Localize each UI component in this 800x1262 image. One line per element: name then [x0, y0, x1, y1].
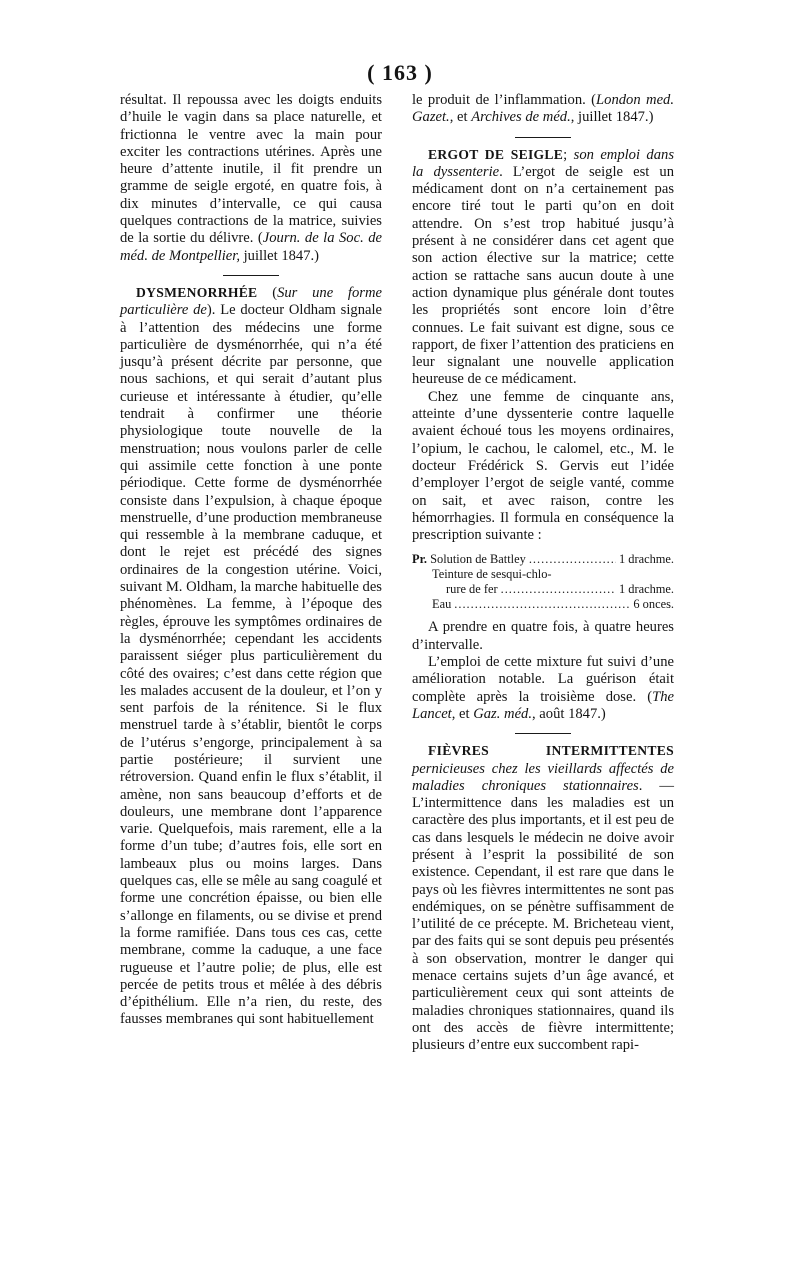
left-p1-text: résultat. Il repoussa avec les doigts enduits d’huile le vagin dans sa place naturelle, et frictionna le ventre avec la main pour exciter les contractions utérines. Après une heure d’attente inutile, il fit prendre un gramme de seigle ergoté, en quatre fois, à dix minutes d’intervalle, ce qui causa quelques contractions de la matrice, suivies de la sortie du délivre. ( [120, 92, 382, 247]
left-column [120, 92, 382, 1029]
ergot-heading: ERGOT DE SEIGLE [428, 146, 564, 162]
section-divider [515, 137, 571, 138]
dysmenorrhee-body: . Le docteur Oldham signale à l’attention des médecins une forme particulière de dysménorrhée, qui n’a été jusqu’à présent décrite par personne, que nous sachions, et qui serait d’autant plus curieuse et intéressante à étudier, qu’elle tendrait à confirmer une théorie physiologique toute nouvelle de la menstruation; nous voulons parler de celle qui assimile cette fonction à une ponte périodique. Cette forme de dysménorrhée consiste dans l’expulsion, à chaque époque menstruelle, d’une production membraneuse qui ressemble à la membrane caduque, et dont le rejet est précédé des signes ordinaires de la congestion utérine. Voici, suivant M. Oldham, la marche habituelle des phénomènes. La femme, à l’époque des règles, éprouve les symptômes ordinaires de la dysménorrhée; cependant les accidents paraissent siéger plus particulièrement du côté des ovaires; c’est dans cette région que les malades accusent de la douleur, et l’on y sent parfois de la rénitence. Si le flux menstruel tarde à s’établir, bientôt le corps de l’utérus s’engorge, principalement à sa partie postérieure; il survient une rétroversion. Quand enfin le flux s’établit, il amène, non sans beaucoup d’efforts et de douleurs, une membrane dont l’apparence varie. Quelquefois, mais rarement, elle a la forme d’un tube; d’autres fois, elle sort en lambeaux plus ou moins larges. Dans quelques cas, elle se mêle au sang coagulé et forme une concrétion épaisse, ou bien elle s’allonge en filaments, ou se divise et prend la forme ramifiée. Dans tous ces cas, cette membrane, comme la caduque, a une face rugueuse et l’autre polie; de plus, elle est percée de petits trous et mêlée à des débris d’épithélium. Elle n’a rien, du reste, des fausses membranes qui sont habituellement [120, 302, 383, 1028]
prescription [412, 552, 674, 612]
ergot-result-paragraph [412, 654, 674, 723]
prescription-pr: Pr. [412, 552, 428, 567]
prescription-line [412, 597, 674, 612]
ergot-result-mid: , et [451, 705, 474, 722]
leader-dots [529, 552, 616, 567]
ergot-result-end: , août 1847.) [532, 705, 606, 722]
ergot-result-source-2: Gaz. méd. [473, 705, 532, 722]
ergot-case-paragraph: Chez une femme de cinquante ans, atteinte d’une dyssenterie contre laquelle avaient échoué tous les moyens ordinaires, l’opium, le cachou, le calomel, etc., M. le docteur Frédérick S. Gervis eut l’idée d’employer l’ergot de seigle vanté, comme on sait, et avec raison, contre les hémorrhagies. Il formula en conséquence la prescription suivante : [412, 388, 674, 544]
right-p1-text: le produit de l’inflammation. ( [412, 92, 597, 108]
prescription-dose: 1 drachme. [618, 582, 674, 597]
dysmenorrhee-heading: DYSMENORRHÉE [136, 284, 258, 300]
prescription-dose: 6 onces. [633, 597, 674, 612]
dysmenorrhee-article: DYSMENORRHÉE (Sur une forme particulière de). Le docteur Oldham signale à l’attention des médecins une forme particulière de dysménorrhée, qui n’a été jusqu’à présent décrite par personne, que nous sachions, et qui serait d’autant plus curieuse et intéressante à étudier, qu’elle tendrait à confirmer une théorie physiologique toute nouvelle de la menstruation; nous voulons parler de celle qui assimile cette fonction à une ponte périodique. Cette forme de dysménorrhée consiste dans l’expulsion, à chaque époque menstruelle, d’une production membraneuse qui ressemble à la membrane caduque, et dont le rejet est précédé des signes ordinaires de la congestion utérine. Voici, suivant M. Oldham, la marche habituelle des phénomènes. La femme, à l’époque des règles, éprouve les symptômes ordinaires de la dysménorrhée; cependant les accidents paraissent siéger plus particulièrement du côté des ovaires; c’est dans cette région que les malades accusent de la douleur, et l’on y sent parfois de la rénitence. Si le flux menstruel tarde à s’établir, bientôt le corps de l’utérus s’engorge, principalement à sa partie postérieure; il survient une rétroversion. Quand enfin le flux s’établit, il amène, non sans beaucoup d’efforts et de douleurs, une membrane dont l’apparence varie. Quelquefois, mais rarement, elle a la forme d’un tube; d’autres fois, elle sort en lambeaux plus ou moins larges. Dans quelques cas, elle se mêle au sang coagulé et forme une concrétion épaisse, ou bien elle s’allonge en filaments, ou se divise et prend la forme ramifiée. Dans tous ces cas, cette membrane, comme la caduque, a une face rugueuse et l’autre polie; de plus, elle est percée de petits trous et mêlée à des débris d’épithélium. Elle n’a rien, du reste, des fausses membranes qui sont habituellement [120, 284, 383, 1028]
leader-dots [454, 597, 630, 612]
left-p1-end: juillet 1847.) [239, 247, 320, 264]
section-divider [515, 733, 571, 734]
dysmenorrhee-subtitle: Sur une forme particulière de [120, 284, 382, 319]
left-p1-source: Journ. de la Soc. de méd. de Montpellier, [120, 230, 382, 264]
right-p1-source-1: London med. Gazet. [412, 92, 674, 126]
right-p1-source-2: Archives de méd. [471, 109, 571, 126]
fievres-subtitle: pernicieuses chez les vieillards affectés de maladies chroniques stationnaires [412, 760, 674, 794]
right-p1-mid: , et [449, 109, 472, 126]
right-column [412, 92, 674, 1055]
prescription-item-label: rure de fer [446, 582, 498, 597]
prescription-dose: 1 drachme. [618, 552, 674, 567]
ergot-subtitle: son emploi dans la dyssenterie [412, 146, 675, 180]
ergot-dosage-paragraph: A prendre en quatre fois, à quatre heures d’intervalle. [412, 619, 674, 653]
prescription-line [412, 552, 674, 567]
fievres-body: . — L’intermittence dans les maladies est un caractère des plus importants, et il est peu de cas dans lesquels le médecin ne doive avoir présent à l’esprit la possibilité de son existence. Cependant, il est rare que dans le pays où les fièvres intermittentes ne sont pas endémiques, on se pénètre suffisamment de l’utilité de ce précepte. M. Bricheteau vient, par des faits qui se sont depuis peu présentés à son observation, montrer le danger qui menace certains sujets d’un âge avancé, et particulièrement ceux qui sont atteints de maladies chroniques stationnaires, quand ils ont des accès de fièvre intermittente; plusieurs d’entre eux succombent rapi- [412, 777, 674, 1054]
prescription-item [412, 552, 526, 567]
page-number: ( 163 ) [367, 60, 433, 85]
fievres-article [412, 742, 674, 1054]
right-paragraph-continuation [412, 92, 674, 127]
prescription-item-label: Teinture de sesqui-chlo- [432, 567, 552, 582]
leader-dots [501, 582, 616, 597]
ergot-result-text: L’emploi de cette mixture fut suivi d’une amélioration notable. La guérison était complète après la troisième dose. ( [412, 654, 674, 705]
right-p1-end: , juillet 1847.) [570, 109, 654, 126]
left-paragraph-continuation [120, 92, 382, 265]
ergot-article: ERGOT DE SEIGLE; son emploi dans la dyssenterie. L’ergot de seigle est un médicament dont on n’a certainement pas encore tiré tout le parti qu’on en doit attendre. On s’est trop habitué jusqu’à présent à ne considérer dans cet agent que son action élective sur la matrice; cette action se rattache sans aucun doute à une action dynamique plus générale dont toutes les propriétés sont encore loin d’être connues. Le fait suivant est digne, sous ce rapport, de fixer l’attention des praticiens en leur signalant une nouvelle application heureuse de ce médicament. [412, 146, 675, 388]
prescription-item-label: Solution de Battley [430, 552, 526, 567]
fievres-heading: FIÈVRES INTERMITTENTES [428, 743, 674, 759]
ergot-result-source-1: The Lancet [412, 688, 674, 722]
prescription-item-label: Eau [432, 597, 452, 612]
prescription-line [412, 582, 674, 597]
ergot-body: . L’ergot de seigle est un médicament dont on n’a certainement pas encore tiré tout le parti qu’on en doit attendre. On s’est trop habitué jusqu’à présent à ne considérer dans cet agent que son action élective sur la matrice; cette action se rattache sans aucun doute à une action dynamique plus générale dont toutes les propriétés sont encore loin d’être connues. Le fait suivant est digne, sous ce rapport, de fixer l’attention des praticiens en leur signalant une nouvelle application heureuse de ce médicament. [412, 163, 675, 388]
section-divider [223, 275, 279, 276]
